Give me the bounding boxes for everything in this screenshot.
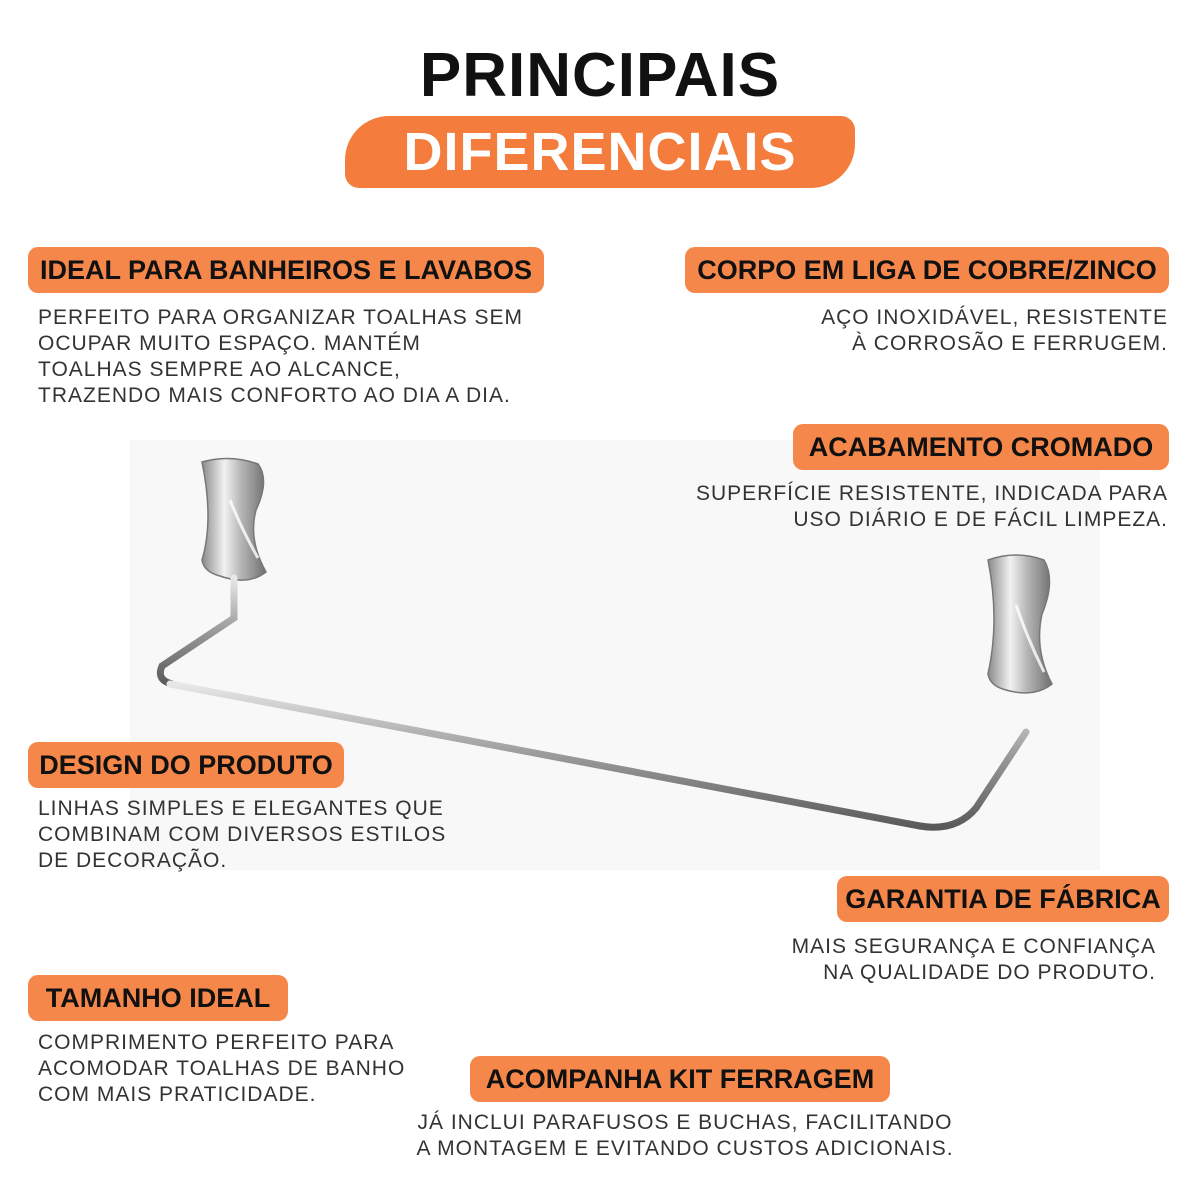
left-arm (160, 578, 234, 684)
page-subtitle: DIFERENCIAIS (403, 122, 797, 182)
feature-desc-line: TRAZENDO MAIS CONFORTO AO DIA A DIA. (38, 384, 511, 407)
feature-desc-line: PERFEITO PARA ORGANIZAR TOALHAS SEM (38, 306, 524, 329)
page-title: PRINCIPAIS (419, 41, 781, 110)
feature-desc-acabamento (696, 481, 1168, 533)
feature-desc-banheiros (38, 305, 523, 409)
feature-desc-line: NA QUALIDADE DO PRODUTO. (823, 961, 1156, 984)
feature-desc-tamanho (38, 1030, 405, 1108)
feature-desc-line: SUPERFÍCIE RESISTENTE, INDICADA PARA (695, 482, 1168, 505)
feature-desc-line: DE DECORAÇÃO. (38, 849, 228, 872)
feature-desc-line: COMPRIMENTO PERFEITO PARA (38, 1031, 395, 1054)
page-subtitle-badge (345, 116, 855, 188)
left-mount (202, 458, 266, 580)
feature-desc-corpo (821, 305, 1168, 357)
feature-desc-line: TOALHAS SEMPRE AO ALCANCE, (38, 358, 401, 381)
right-mount (988, 555, 1052, 693)
feature-tag-tamanho: TAMANHO IDEAL (28, 975, 288, 1021)
feature-desc-design (38, 796, 446, 874)
feature-desc-line: A MONTAGEM E EVITANDO CUSTOS ADICIONAIS. (416, 1137, 954, 1160)
feature-tag-design: DESIGN DO PRODUTO (28, 742, 344, 788)
feature-desc-line: ACOMODAR TOALHAS DE BANHO (38, 1057, 406, 1080)
feature-desc-kit (400, 1110, 970, 1162)
feature-desc-line: MAIS SEGURANÇA E CONFIANÇA (791, 935, 1156, 958)
feature-tag-garantia: GARANTIA DE FÁBRICA (837, 876, 1169, 922)
feature-desc-line: COMBINAM COM DIVERSOS ESTILOS (38, 823, 447, 846)
feature-desc-line: USO DIÁRIO E DE FÁCIL LIMPEZA. (793, 508, 1168, 531)
feature-desc-line: LINHAS SIMPLES E ELEGANTES QUE (38, 797, 444, 820)
feature-tag-corpo: CORPO EM LIGA DE COBRE/ZINCO (685, 247, 1169, 293)
feature-desc-line: COM MAIS PRATICIDADE. (38, 1083, 317, 1106)
feature-desc-line: À CORROSÃO E FERRUGEM. (851, 332, 1168, 355)
feature-desc-line: AÇO INOXIDÁVEL, RESISTENTE (821, 306, 1168, 329)
feature-desc-garantia (792, 934, 1156, 986)
feature-tag-banheiros: IDEAL PARA BANHEIROS E LAVABOS (28, 247, 544, 293)
feature-desc-line: OCUPAR MUITO ESPAÇO. MANTÉM (38, 332, 421, 355)
feature-tag-kit: ACOMPANHA KIT FERRAGEM (470, 1056, 890, 1102)
feature-desc-line: JÁ INCLUI PARAFUSOS E BUCHAS, FACILITANDO (417, 1111, 953, 1134)
feature-tag-acabamento: ACABAMENTO CROMADO (793, 424, 1169, 470)
